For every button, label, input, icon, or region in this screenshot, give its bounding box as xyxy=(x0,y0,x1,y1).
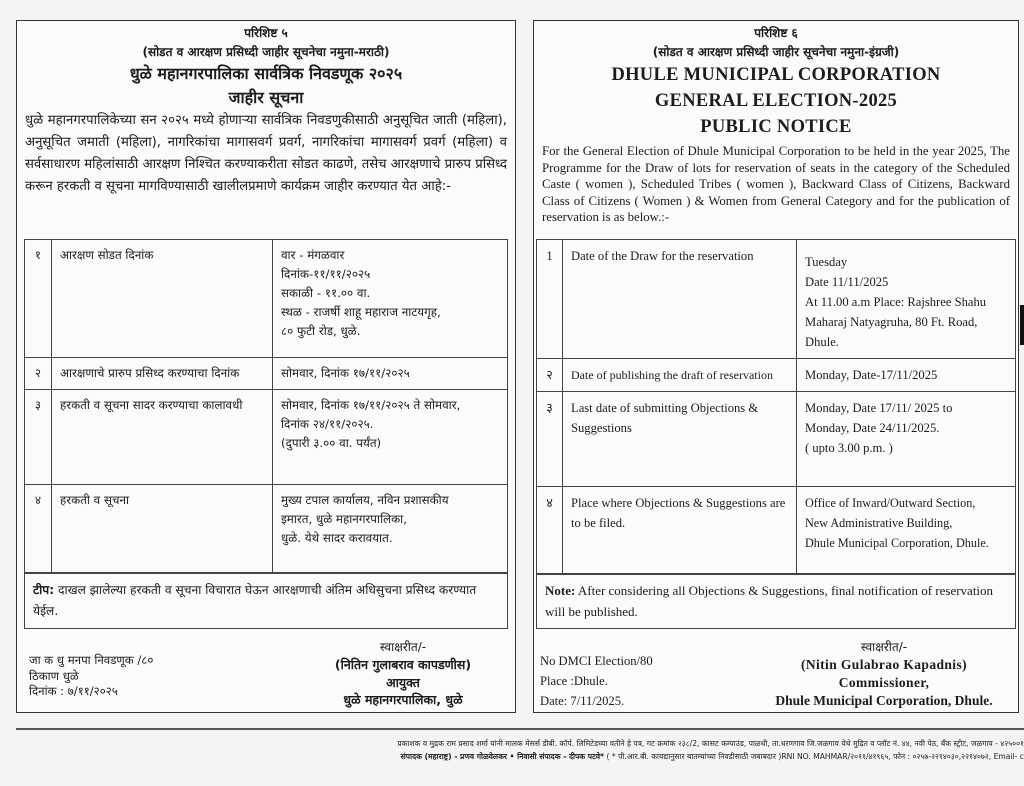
signed-label: स्वाक्षरीत/- xyxy=(379,640,427,654)
date: Date: 7/11/2025. xyxy=(540,694,625,708)
footer-divider xyxy=(16,728,1024,730)
detail-line: (दुपारी ३.०० वा. पर्यंत) xyxy=(281,436,382,450)
detail-line: Maharaj Natyagruha, 80 Ft. Road, xyxy=(805,315,978,329)
row-number: ३ xyxy=(537,392,563,487)
signed-label: स्वाक्षरीत/- xyxy=(860,640,908,654)
table-row xyxy=(25,240,508,358)
notice-note xyxy=(24,573,508,629)
row-number: १ xyxy=(25,240,52,358)
detail-line: इमारत, धुळे महानगरपालिका, xyxy=(281,512,407,526)
detail-line: सकाळी - ११.०० वा. xyxy=(281,286,371,300)
appendix-label: परिशिष्ट ६ xyxy=(754,26,798,40)
row-number: ४ xyxy=(25,485,52,573)
row-number: ३ xyxy=(25,390,52,485)
table-row xyxy=(537,392,1016,487)
signatory-name: (Nitin Gulabrao Kapadnis) xyxy=(800,657,968,672)
notice-subtitle: (सोडत व आरक्षण प्रसिध्दी जाहीर सूचनेचा नमुना-इंग्रजी) xyxy=(652,45,900,59)
detail-line: दिनांक-११/११/२०२५ xyxy=(281,267,371,281)
table-row xyxy=(537,359,1016,392)
notice-title: धुळे महानगरपालिका सार्वत्रिक निवडणूक २०२५ xyxy=(129,64,403,83)
row-details xyxy=(797,240,1016,359)
note-text: After considering all Objections & Suggestions, final notification of reservation will be published. xyxy=(545,583,994,619)
notice-subtitle: (सोडत व आरक्षण प्रसिध्दी जाहीर सूचनेचा नमुना-मराठी) xyxy=(142,45,390,59)
notice-heading: PUBLIC NOTICE xyxy=(700,117,852,137)
row-item: Date of publishing the draft of reservation xyxy=(563,359,797,392)
appendix-label: परिशिष्ट ५ xyxy=(244,26,288,40)
row-details xyxy=(273,240,508,358)
english-notice-panel xyxy=(533,20,1019,713)
detail-line: At 11.00 a.m Place: Rajshree Shahu xyxy=(805,295,987,309)
row-details xyxy=(273,485,508,573)
row-details xyxy=(797,392,1016,487)
signature-block xyxy=(754,639,1014,710)
detail-line: सोमवार, दिनांक १७/११/२०२५ xyxy=(281,366,410,380)
detail-line: Date 11/11/2025 xyxy=(805,275,889,289)
row-number: ४ xyxy=(537,487,563,575)
row-number: 1 xyxy=(537,240,563,359)
row-details xyxy=(273,358,508,390)
table-row xyxy=(537,487,1016,575)
detail-line: स्थळ - राजर्षी शाहू महाराज नाटयगृह, xyxy=(281,305,441,319)
adjacent-column-edge xyxy=(1018,20,1024,320)
detail-line: Dhule. xyxy=(805,335,839,349)
row-number: २ xyxy=(537,359,563,392)
table-row xyxy=(25,485,508,573)
signatory-name: (नितिन गुलाबराव कापडणीस) xyxy=(334,657,472,672)
signatory-organization: Dhule Municipal Corporation, Dhule. xyxy=(775,693,993,708)
imprint-details: ( * पी.आर.बी. कायद्यानुसार बातम्यांच्या निवडीसाठी जबाबदार )RNI NO. MAHMAR/२०११/४१९६५, फोन : ०२५७-२२१४०३०,२२१४०७२, Email- c xyxy=(604,752,1024,761)
reference-block xyxy=(29,653,153,700)
imprint-editors: संपादक (महाराष्ट्र) - प्रणव गोळवेलकर • निवासी संपादक - दीपक पटवे* xyxy=(400,752,605,761)
signatory-designation: आयुक्त xyxy=(386,675,420,690)
detail-line: New Administrative Building, xyxy=(805,516,953,530)
row-details xyxy=(797,487,1016,575)
detail-line: Tuesday xyxy=(805,255,848,269)
detail-line: सोमवार, दिनांक १७/११/२०२५ ते सोमवार, xyxy=(281,398,461,412)
row-item: Last date of submitting Objections & Suggestions xyxy=(563,392,797,487)
row-item: Place where Objections & Suggestions are to be filed. xyxy=(563,487,797,575)
notice-title-line1: DHULE MUNICIPAL CORPORATION xyxy=(611,65,941,85)
notice-intro: For the General Election of Dhule Municipal Corporation to be held in the year 2025, The Programme for the Draw of lots for reservation of seats in the category of the Scheduled Caste ( women ), Scheduled Tribes ( women ), Backward Class of Citizens, Backward Class of Citizens ( Women ) & Women from General Category and for the publication of reservation is as below.:- xyxy=(542,144,1010,224)
schedule-table xyxy=(536,239,1016,575)
place: Place :Dhule. xyxy=(540,674,608,688)
signatory-organization: धुळे महानगरपालिका, धुळे xyxy=(343,692,463,707)
detail-line: Monday, Date 24/11/2025. xyxy=(805,421,940,435)
row-details xyxy=(273,390,508,485)
reference-block xyxy=(540,651,653,711)
row-item: हरकती व सूचना सादर करण्याचा कालावधी xyxy=(52,390,273,485)
row-item: आरक्षणाचे प्रारुप प्रसिध्द करण्याचा दिनांक xyxy=(52,358,273,390)
row-item: Date of the Draw for the reservation xyxy=(563,240,797,359)
row-number: २ xyxy=(25,358,52,390)
schedule-table xyxy=(24,239,508,573)
note-label: टीप: xyxy=(33,583,55,597)
signature-block xyxy=(293,639,513,709)
detail-line: Dhule Municipal Corporation, Dhule. xyxy=(805,536,989,550)
detail-line: ( upto 3.00 p.m. ) xyxy=(805,441,893,455)
table-row xyxy=(537,240,1016,359)
row-details xyxy=(797,359,1016,392)
row-item: हरकती व सूचना xyxy=(52,485,273,573)
detail-line: ८० फुटी रोड, धुळे. xyxy=(281,324,361,338)
notice-title-line2: GENERAL ELECTION-2025 xyxy=(654,91,898,111)
row-item: आरक्षण सोडत दिनांक xyxy=(52,240,273,358)
reference-number: जा क धु मनपा निवडणूक /८० xyxy=(29,653,154,667)
detail-line: दिनांक २४/११/२०२५. xyxy=(281,417,374,431)
table-row xyxy=(25,390,508,485)
note-label: Note: xyxy=(545,583,576,598)
detail-line: Monday, Date-17/11/2025 xyxy=(805,368,938,382)
detail-line: धुळे. येथे सादर करावयात. xyxy=(281,531,393,545)
marathi-notice-panel xyxy=(16,20,516,713)
signatory-designation: Commissioner, xyxy=(838,675,930,690)
detail-line: वार - मंगळवार xyxy=(281,248,345,262)
table-row xyxy=(25,358,508,390)
note-text: दाखल झालेल्या हरकती व सूचना विचारात घेऊन आरक्षणाची अंतिम अधिसुचना प्रसिध्द करण्यात येईल. xyxy=(33,583,477,618)
imprint-line-1: प्रकाशक व मुद्रक राम प्रसाद शर्मा यांनी मालक मेसर्स डीबी. कॉर्प. लिमिटेडच्या वतीने हे पत्र, गट क्रमांक २३८/2, कासट कम्पाउंड, पाळधी, ता.धरणगाव जि.जळगाव येथे मुद्रित व प्लॉट नं. ४४, नवी पेठ, बँक स्ट्रीट, जळगाव - ४२५००१ xyxy=(397,739,1024,748)
adjacent-column-block xyxy=(1020,305,1024,345)
notice-intro: धुळे महानगरपालिकेच्या सन २०२५ मध्ये होणाऱ्या सार्वत्रिक निवडणुकीसाठी अनुसूचित जाती (महिला), अनुसूचित जमाती (महिला), नागरिकांचा मागासवर्ग प्रवर्ग, नागरिकांचा मागासवर्ग प्रवर्ग (महिला) व सर्वसाधारण महिलांसाठी आरक्षण निश्चित करण्याकरीता सोडत काढणे, तसेच आरक्षणाचे प्रारुप प्रसिध्द करून हरकती व सूचना मागविण्यासाठी खालीलप्रमाणे कार्यक्रम जाहीर करण्यात येत आहे:- xyxy=(25,113,507,194)
place: ठिकाण धुळे xyxy=(29,668,79,683)
date: दिनांक : ७/११/२०२५ xyxy=(29,684,118,698)
detail-line: Monday, Date 17/11/ 2025 to xyxy=(805,401,953,415)
notice-heading: जाहीर सूचना xyxy=(228,88,304,107)
notice-note xyxy=(536,573,1016,629)
detail-line: Office of Inward/Outward Section, xyxy=(805,496,976,510)
imprint-line-2 xyxy=(401,752,1024,762)
detail-line: मुख्य टपाल कार्यालय, नविन प्रशासकीय xyxy=(281,493,449,507)
reference-number: No DMCI Election/80 xyxy=(540,654,653,668)
